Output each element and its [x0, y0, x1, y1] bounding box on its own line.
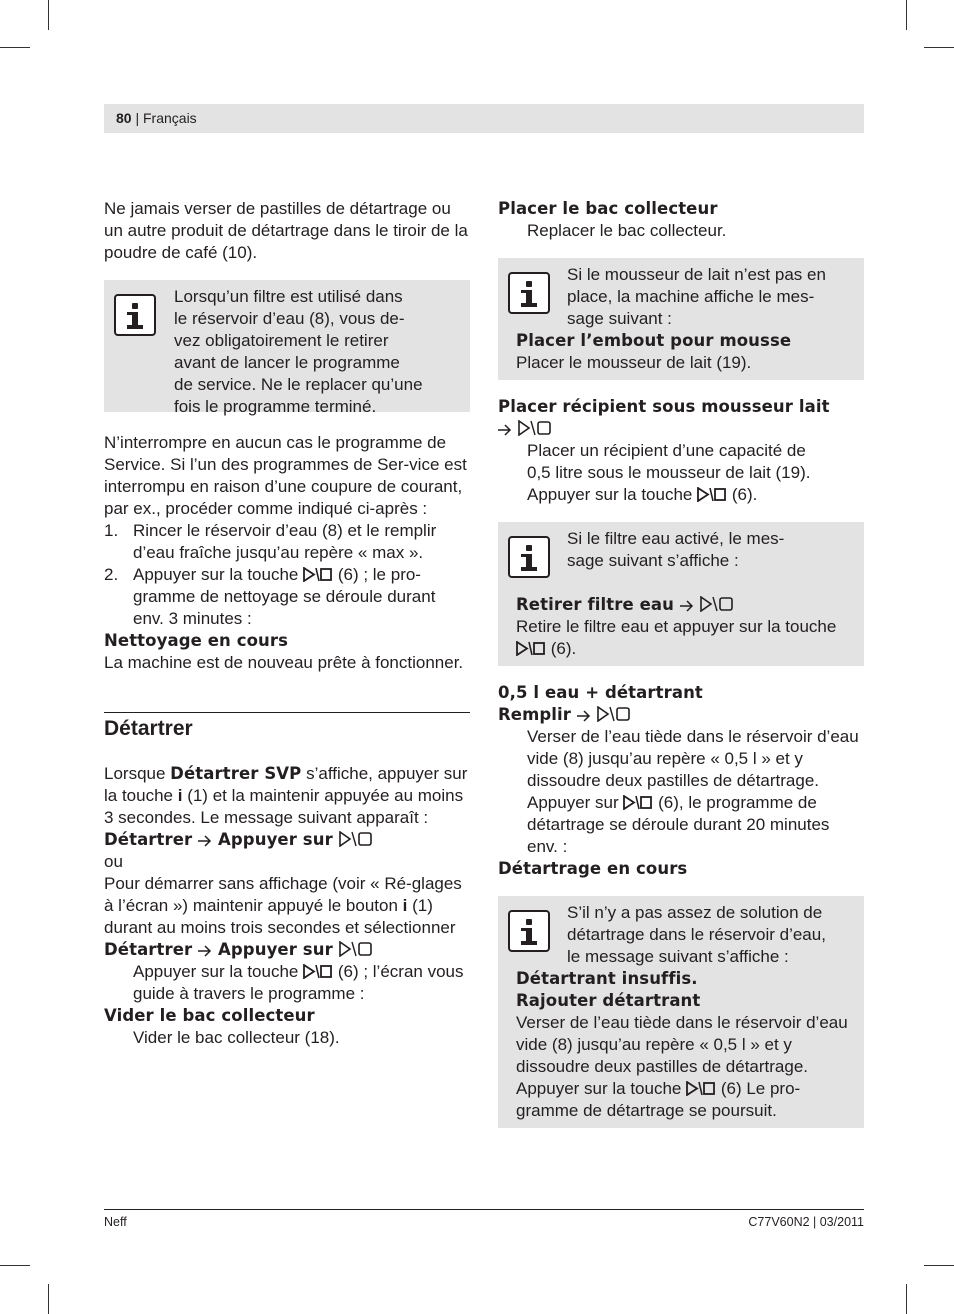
or-text: ou [104, 852, 123, 871]
display-message: Rajouter détartrant [516, 991, 701, 1010]
container-press: Appuyer sur la touche (6). [527, 485, 758, 504]
display-message: Placer l’embout pour mousse [516, 331, 792, 350]
empty-tray-text: Vider le bac collecteur (18). [133, 1028, 340, 1047]
container-line: Placer un récipient d’une capacité de [527, 441, 806, 460]
arrow-right-icon [198, 945, 212, 957]
note-line: S’il n’y a pas assez de solution de [567, 903, 823, 922]
display-message: Vider le bac collecteur [104, 1006, 315, 1025]
crop-mark [48, 1284, 49, 1314]
crop-mark [906, 0, 907, 30]
note-line: détartrage dans le réservoir d’eau, [567, 925, 826, 944]
header-separator: | [131, 110, 143, 126]
container-line: 0,5 litre sous le mousseur de lait (19). [527, 463, 811, 482]
list-text: Appuyer sur la touche (6) ; le pro-gramme de nettoyage se déroule durant env. 3 minutes : [133, 565, 436, 628]
right-column [498, 198, 864, 1128]
list-number: 1. [104, 521, 119, 540]
note-text: Verser de l’eau tiède dans le réservoir d’eau vide (8) jusqu’au repère « 0,5 l » et y dissoudre deux pastilles de détartrage. [516, 1013, 848, 1076]
footer-rule [104, 1209, 864, 1210]
display-message: Placer le bac collecteur [498, 199, 718, 218]
guide-paragraph: Appuyer sur la touche (6) ; l’écran vous guide à travers le programme : [133, 962, 464, 1003]
info-icon [508, 910, 550, 952]
fill-press: Appuyer sur (6), le programme de détartrage se déroule durant 20 minutes env. : [527, 793, 830, 856]
note-line: le réservoir d’eau (8), vous de- [174, 309, 405, 328]
display-message: Détartrer Appuyer sur [104, 939, 470, 961]
play-stop-icon [597, 706, 637, 722]
note-line: fois le programme terminé. [174, 397, 377, 416]
note-line: place, la machine affiche le mes- [567, 287, 815, 306]
list-item [104, 564, 470, 630]
play-stop-icon [623, 795, 653, 810]
play-stop-icon [697, 487, 727, 502]
display-message: Remplir [498, 704, 864, 726]
note-line: avant de lancer le programme [174, 353, 400, 372]
left-column [104, 198, 470, 1049]
list-text: Rincer le réservoir d’eau (8) et le remplir d’eau fraîche jusqu’au repère « max ». [133, 521, 437, 562]
note-line: de service. Ne le replacer qu’une [174, 375, 423, 394]
play-stop-icon [686, 1081, 716, 1096]
play-stop-icon [339, 941, 379, 957]
crop-mark [0, 1265, 30, 1266]
play-stop-icon [339, 831, 379, 847]
note-text: Placer le mousseur de lait (19). [516, 353, 752, 372]
info-note [498, 258, 864, 380]
crop-mark [48, 0, 49, 30]
note-text: (6). [516, 638, 864, 660]
play-stop-icon [516, 641, 546, 656]
info-note [498, 522, 864, 666]
footer-model: C77V60N2 | 03/2011 [748, 1215, 864, 1229]
display-message: 0,5 l eau + détartrant [498, 683, 703, 702]
section-rule [104, 712, 470, 713]
info-note [498, 896, 864, 1128]
header-language: Français [143, 110, 197, 126]
note-line: le message suivant s’affiche : [567, 947, 789, 966]
display-message: Détartrant insuffis. [516, 969, 698, 988]
descale-paragraph: Lorsque Détartrer SVP s’affiche, appuyer sur la touche i (1) et la maintenir appuyée au moins 3 secondes. Le message suivant apparaît : [104, 764, 468, 827]
play-stop-icon [700, 596, 740, 612]
intro-paragraph: Ne jamais verser de pastilles de détartrage ou un autre produit de détartrage dans le tiroir de la poudre de café (10). [104, 199, 468, 262]
page-number: 80 [116, 110, 132, 126]
arrow-right-icon [680, 600, 694, 612]
note-line: sage suivant : [567, 309, 672, 328]
display-message [498, 418, 864, 440]
play-stop-icon [303, 964, 333, 979]
arrow-right-icon [577, 710, 591, 722]
alt-paragraph: Pour démarrer sans affichage (voir « Ré-glages à l’écran ») maintenir appuyé le bouton i (1) durant au moins trois secondes et sélectionner [104, 874, 462, 937]
list-item [104, 520, 470, 564]
display-message: Nettoyage en cours [104, 631, 289, 650]
display-message: Placer récipient sous mousseur lait [498, 397, 830, 416]
arrow-right-icon [198, 835, 212, 847]
page-header [104, 104, 864, 133]
note-line: Lorsqu’un filtre est utilisé dans [174, 287, 403, 306]
note-line: Si le mousseur de lait n’est pas en [567, 265, 826, 284]
note-line: Si le filtre eau activé, le mes- [567, 529, 785, 548]
note-text: Retire le filtre eau et appuyer sur la touche [516, 617, 837, 636]
note-text: Appuyer sur la touche (6) Le pro-gramme de détartrage se poursuit. [516, 1079, 801, 1120]
crop-mark [924, 47, 954, 48]
note-line: vez obligatoirement le retirer [174, 331, 389, 350]
fill-paragraph: Verser de l’eau tiède dans le réservoir d’eau vide (8) jusqu’au repère « 0,5 l » et y dissoudre deux pastilles de détartrage. [527, 727, 859, 790]
play-stop-icon [303, 567, 333, 582]
play-stop-icon [518, 420, 558, 436]
display-message: Détartrage en cours [498, 859, 688, 878]
crop-mark [924, 1265, 954, 1266]
note-line: sage suivant s’affiche : [567, 551, 739, 570]
ready-paragraph: La machine est de nouveau prête à fonctionner. [104, 653, 464, 672]
interrupt-paragraph: N’interrompre en aucun cas le programme de Service. Si l’un des programmes de Ser-vice est interrompu en raison d’une coupure de courant, par ex., procéder comme indiqué ci-après : [104, 433, 467, 518]
footer-brand: Neff [104, 1215, 127, 1229]
info-icon [508, 272, 550, 314]
crop-mark [906, 1284, 907, 1314]
place-tray-text: Replacer le bac collecteur. [527, 221, 727, 240]
arrow-right-icon [498, 424, 512, 436]
display-message: Retirer filtre eau [516, 594, 864, 616]
info-icon [508, 536, 550, 578]
section-title: Détartrer [104, 717, 193, 740]
list-number: 2. [104, 565, 119, 584]
crop-mark [0, 47, 30, 48]
info-icon [114, 294, 156, 336]
display-message: Détartrer Appuyer sur [104, 829, 470, 851]
info-note [104, 280, 470, 416]
